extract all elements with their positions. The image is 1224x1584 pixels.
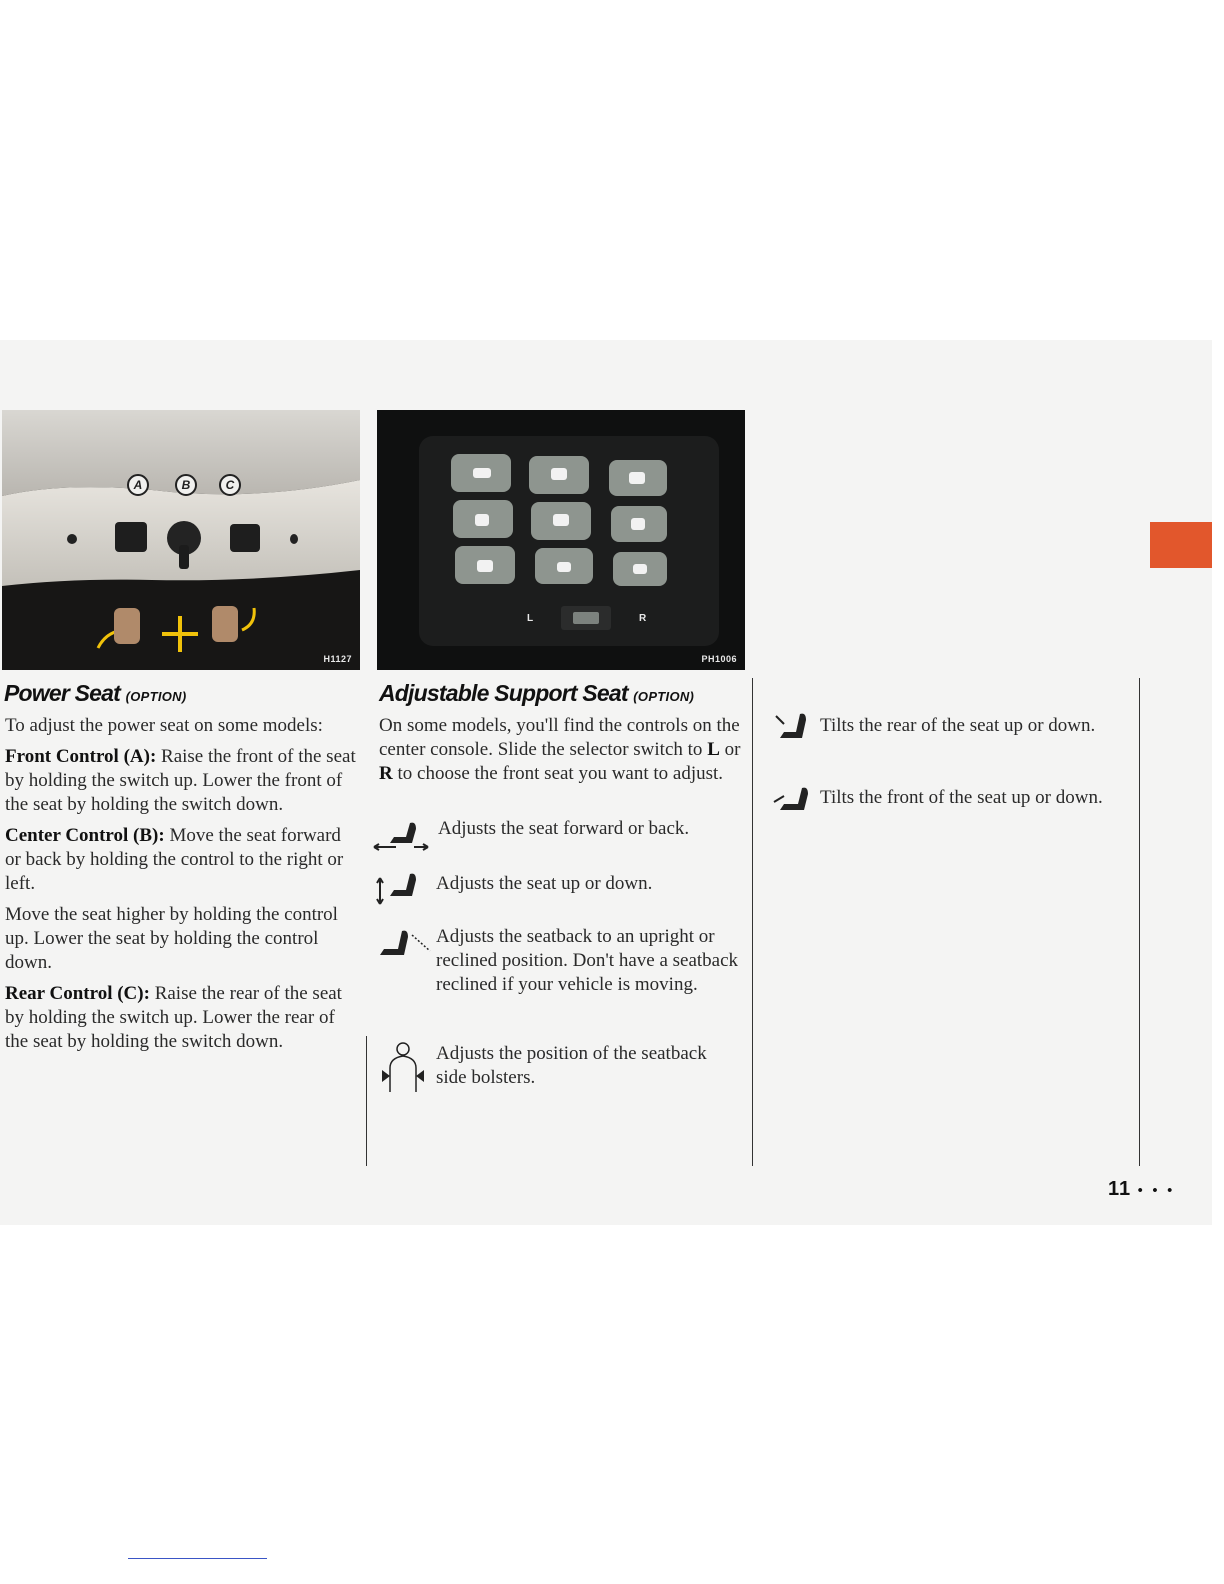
page-number [1108, 1178, 1175, 1201]
bottom-underline [128, 1558, 267, 1559]
adjustable-intro [379, 714, 743, 793]
intro-text-end: to choose the front seat you want to adjust. [392, 763, 724, 784]
selector-label-left: L [527, 613, 534, 624]
console-controls-photo [377, 410, 745, 670]
tilt-front-text: Tilts the front of the seat up or down. [820, 787, 1103, 808]
center-control-text: Move the seat forward or back by holding the control to the right or left. [5, 825, 344, 894]
front-control-text: Raise the front of the seat by holding the switch up. Lower the front of the seat by holding the switch down. [5, 746, 356, 815]
column-divider [1139, 678, 1140, 1166]
bolsters-text: Adjusts the position of the seatback side bolsters. [436, 1043, 707, 1088]
move-seat-paragraph: Move the seat higher by holding the control up. Lower the seat by holding the control down. [5, 904, 338, 973]
bolsters-row [372, 1040, 744, 1100]
forward-back-text: Adjusts the seat forward or back. [438, 818, 690, 839]
photo-code: PH1006 [701, 654, 737, 664]
rear-control-paragraph [5, 982, 357, 1054]
up-down-text: Adjusts the seat up or down. [436, 873, 653, 894]
seat-up-down-icon [372, 870, 432, 910]
console-illustration [377, 410, 745, 670]
up-down-row [372, 870, 744, 910]
forward-back-row [372, 815, 744, 855]
tilt-front-row [770, 784, 1130, 840]
recline-row [372, 925, 744, 1025]
callout-c: C [219, 474, 241, 496]
power-seat-intro: To adjust the power seat on some models: [5, 715, 323, 736]
front-control-paragraph [5, 745, 357, 817]
adjustable-intro-paragraph [379, 714, 743, 786]
power-seat-title: Power Seat [4, 680, 120, 706]
tilt-front-icon [770, 784, 820, 828]
center-control-label: Center Control (B): [5, 825, 165, 846]
tilt-rear-icon [770, 712, 820, 756]
callout-a: A [127, 474, 149, 496]
photo-code: H1127 [323, 654, 352, 664]
column-divider [366, 1036, 367, 1166]
power-seat-photo [2, 410, 360, 670]
column-divider [752, 678, 753, 1166]
power-seat-text [5, 714, 357, 1061]
side-bolster-icon [372, 1040, 432, 1094]
adjustable-seat-heading [379, 680, 694, 707]
option-label: (OPTION) [125, 689, 187, 704]
callout-b: B [175, 474, 197, 496]
intro-text: On some models, you'll find the controls on the center console. Slide the selector switch to [379, 715, 740, 760]
seat-forward-back-icon [372, 815, 432, 855]
intro-or: or [719, 739, 741, 760]
power-seat-heading [4, 680, 187, 707]
callouts [127, 474, 243, 496]
page-number-value: 11 [1108, 1178, 1132, 1200]
intro-l: L [707, 739, 720, 760]
section-tab [1150, 522, 1212, 568]
page-dots: • • • [1137, 1181, 1176, 1198]
tilt-rear-row [770, 712, 1130, 768]
intro-r: R [379, 763, 393, 784]
option-label: (OPTION) [633, 689, 695, 704]
rear-control-label: Rear Control (C): [5, 983, 150, 1004]
center-control-paragraph [5, 824, 357, 896]
selector-label-right: R [639, 613, 647, 624]
front-control-label: Front Control (A): [5, 746, 157, 767]
power-seat-illustration [2, 410, 360, 670]
rear-control-text: Raise the rear of the seat by holding the switch up. Lower the rear of the seat by holding the switch down. [5, 983, 342, 1052]
recline-text: Adjusts the seatback to an upright or reclined position. Don't have a seatback reclined if your vehicle is moving. [436, 926, 739, 995]
tilt-rear-text: Tilts the rear of the seat up or down. [820, 715, 1096, 736]
seatback-recline-icon [372, 925, 436, 973]
adjustable-seat-title: Adjustable Support Seat [379, 680, 628, 706]
